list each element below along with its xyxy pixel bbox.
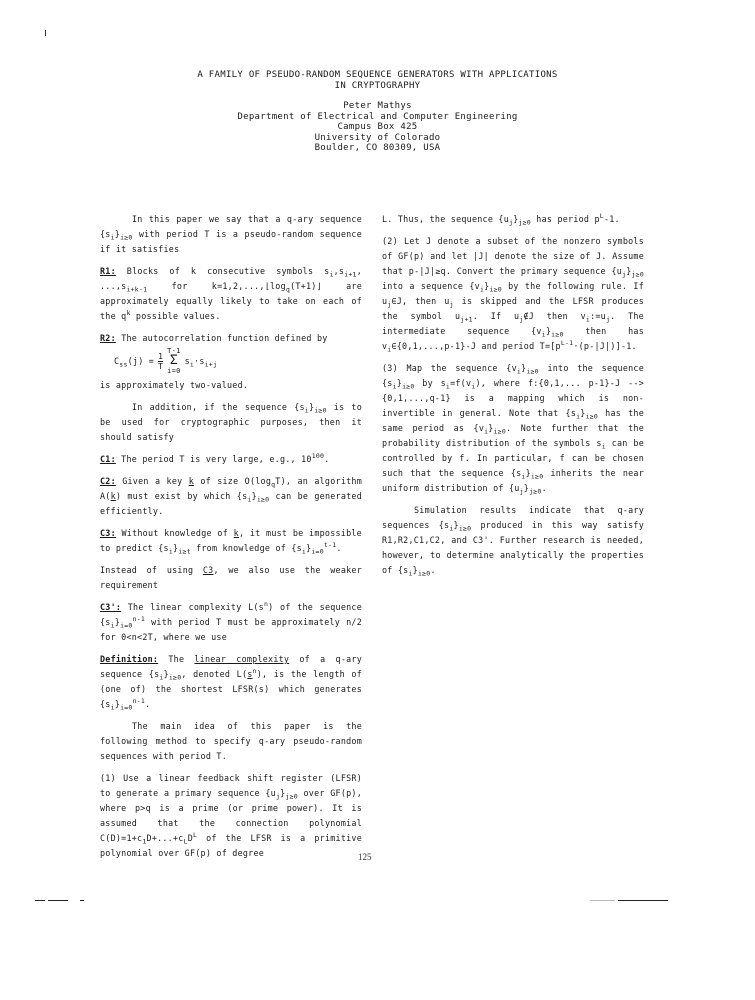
c3-prime-paragraph: C3': The linear complexity $L(s^n)$ of the sequence $\{s_i\}_{i=0}^{n-1}$ with period T must be approximately n/2 for 0<n<2T, where we use [100,600,362,642]
paper-header [0,70,755,154]
affiliation-department: Department of Electrical and Computer Engineering [237,111,518,122]
scan-rule [80,900,84,901]
scan-rule [48,900,68,901]
scan-rule [590,900,615,901]
page-number: 125 [358,852,372,862]
c3-prime-label: C3': [100,602,122,612]
c3-paragraph: C3: Without knowledge of k, it must be impossible to predict $\{s_i\}_{i\ge t}$ from knowledge of $\{s_i\}_{i=0}^{t-1}$. [100,528,362,556]
autocorrelation-formula: $C_{ss}(j)$ = $\frac{1}{T}$ T-1 Σ i=0 $s_i\cdot s_{i+j}$ [114,347,218,375]
definition-paragraph: Definition: The linear complexity of a q-ary sequence $\{s_i\}_{i\ge 0}$, denoted $L(s^n)$, is the length of (one of) the shortest LFSR(s) which generates $\{s_i\}_{i=0}^{n-1}$. [100,654,362,712]
definition-label: Definition: [100,654,159,664]
r2-text: The autocorrelation function defined by [121,333,328,343]
instead-paragraph: Instead of using C3, we also use the weaker requirement [100,565,363,590]
r1-label: R1: [100,266,116,276]
r1-paragraph: R1: Blocks of k consecutive symbols $s_i,s_{i+1}$, $...,s_{i+k-1}$ for $k=1,2,...,⌊\log_q(T+1)⌋$ are approximately equally likely to take on each of the $q^k$ possible values. [100,266,362,321]
step2-paragraph: (2) Let J denote a subset of the nonzero symbols of GF(p) and let |J| denote the size of J. Assume that p-|J|≥q. Convert the primary sequence $\{u_j\}_{j\ge 0}$ into a sequence $\{v_i\}_{i\ge 0}$ by the following rule. If $u_j\in J$, then $u_j$ is skipped and the LFSR produces the symbol $u_{j+1}$. If $u_j\notin J$ then $v_i:=u_j$. The intermediate sequence $\{v_i\}_{i\ge 0}$ then has $v_i\in\{0,1,...,p-1\}-J$ and period $T=[p^{L-1}\cdot(p-|J|)]-1$. [382,236,644,354]
c3-label: C3: [100,528,116,538]
left-column [100,212,362,868]
author-name: Peter Mathys [343,101,412,111]
c1-paragraph: C1: The period T is very large, e.g., $10^{100}$. [100,452,330,464]
scan-mark [45,30,46,36]
c2-paragraph: C2: Given a key k of size $O(\log_qT)$, an algorithm A(k) must exist by which $\{s_i\}_{i\ge 0}$ can be generated efficiently. [100,476,363,516]
c1-label: C1: [100,454,116,464]
scan-rule [618,900,668,901]
affiliation-university: University of Colorado [314,132,441,143]
paper-title-line1: A FAMILY OF PSEUDO-RANDOM SEQUENCE GENERATORS WITH APPLICATIONS [197,70,558,80]
r2-label: R2: [100,333,116,343]
paper-title-line2: IN CRYPTOGRAPHY [334,80,421,91]
step1-paragraph: (1) Use a linear feedback shift register (LFSR) to generate a primary sequence $\{u_j\}_{j\ge 0}$ over GF(p), where p>q is a prime (or prime power). It is assumed that the connection polynomial $C(D)=1+c_1D+...+c_LD^L$ of the LFSR is a primitive polynomial over GF(p) of degree [100,773,362,858]
intro-paragraph: In this paper we say that a q-ary sequence $\{s_i\}_{i\ge 0}$ with period T is a pseudo-random sequence if it satisfies [100,214,362,254]
step3-paragraph: (3) Map the sequence $\{v_i\}_{i\ge 0}$ into the sequence $\{s_i\}_{i\ge 0}$ by $s_i=f(v_i)$, where f:{0,1,... p-1}-J --> {0,1,...,q-1} is a mapping which is non-invertible in general. Note that $\{s_i\}_{i\ge 0}$ has the same period as $\{v_i\}_{i\ge 0}$. Note further that the probability distribution of the symbols $s_i$ can be controlled by f. In particular, f can be chosen such that the sequence $\{s_i\}_{i\ge 0}$ inherits the near uniform distribution of $\{u_j\}_{j\ge 0}$. [382,363,645,496]
scan-rule [35,900,45,901]
affiliation-city: Boulder, CO 80309, USA [314,143,441,153]
main-idea-paragraph: The main idea of this paper is the following method to specify q-ary pseudo-random sequences with period T. [100,721,362,761]
r2-paragraph [100,331,362,346]
step1-continuation: L. Thus, the sequence $\{u_j\}_{j\ge 0}$ has period $p^L-1$. [382,212,620,227]
affiliation-box: Campus Box 425 [337,122,418,132]
r2-after: is approximately two-valued. [100,380,249,390]
crypto-intro: In addition, if the sequence $\{s_i\}_{i\ge 0}$ is to be used for cryptographic purposes, then it should satisfy [100,402,362,442]
c2-label: C2: [100,476,116,486]
right-column [382,212,644,585]
simulation-paragraph: Simulation results indicate that q-ary sequences $\{s_i\}_{i\ge 0}$ produced in this way satisfy R1,R2,C1,C2, and C3'. Further research is needed, however, to determine analytically the properties of $\{s_i\}_{i\ge 0}$. [382,505,644,578]
